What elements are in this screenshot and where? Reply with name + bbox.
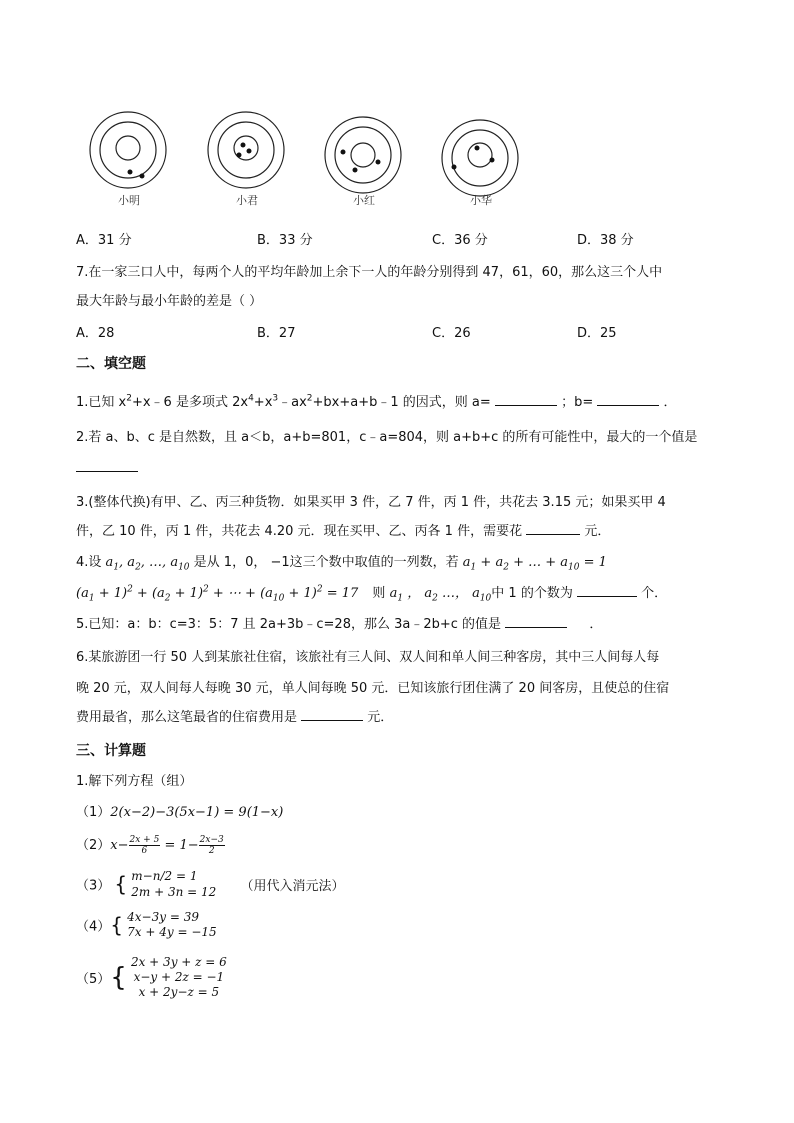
q7-option-a: A．28 <box>76 326 115 341</box>
equation-system <box>131 868 216 900</box>
targets-figure <box>0 100 794 320</box>
section-title: 二、填空题 <box>76 356 146 372</box>
system-row: x−y + 2z = −1 <box>133 970 225 984</box>
q1-text: ． <box>663 395 677 410</box>
system-row: x + 2y−z = 5 <box>138 985 220 999</box>
fill-q3-line1: 3.(整体代换)有甲、乙、丙三种货物．如果买甲 3 件，乙 7 件，丙 1 件，共花去 3.15 元；如果买甲 4 <box>76 495 666 510</box>
q1-text: +bx+a+b﹣1 的因式，则 a= <box>312 395 491 410</box>
system-row: 2m + 3n = 12 <box>131 885 217 899</box>
q6-option-a: A．31 分 <box>76 233 132 248</box>
answer-blank[interactable] <box>577 584 637 597</box>
left-brace: { <box>110 913 124 937</box>
system-row: m−n/2 = 1 <box>131 869 198 883</box>
answer-blank[interactable] <box>301 708 363 721</box>
numerator: 2x−3 <box>199 835 224 845</box>
q6-text: 元． <box>367 710 394 725</box>
q6-option-c: C．36 分 <box>432 233 488 248</box>
fill-q2-blank-row <box>76 459 138 476</box>
equation: 2(x−2)−3(5x−1) = 9(1−x) <box>110 805 284 820</box>
q3-text: 元． <box>584 524 611 539</box>
q6-text: 费用最省，那么这笔最省的住宿费用是 <box>76 710 298 725</box>
left-brace: { <box>110 962 127 993</box>
item-number: （3） <box>76 878 111 894</box>
exponent: 2 <box>306 393 313 404</box>
q1-text: +x﹣6 是多项式 2x <box>131 395 249 410</box>
q4-text: 是从 1，0， −1这三个数中取值的一列数，若 <box>193 555 463 570</box>
item-number: （2） <box>76 838 111 853</box>
left-brace: { <box>114 872 128 896</box>
target-xiaohua <box>442 120 518 207</box>
equation-part: = 1− <box>160 838 199 853</box>
q7-option-b: B．27 <box>257 326 296 341</box>
q4-square-sum-expr: $(a_1 + 1)^2 + (a_2 + 1)^2$ + ⋯ + $(a_{10} + 1)^2 = 17$ <box>76 584 359 604</box>
target-xiaoming <box>90 112 166 207</box>
target-xiaohong <box>325 117 401 207</box>
fill-q1 <box>76 391 677 410</box>
answer-blank[interactable] <box>76 459 138 472</box>
q6-option-b: B．33 分 <box>257 233 313 248</box>
q4-text: 个． <box>641 586 668 601</box>
calc-item-1 <box>76 801 283 820</box>
q5-text: 5.已知：a：b：c=3：5：7 且 2a+3b﹣c=28，那么 3a﹣2b+c 的值是 <box>76 617 502 632</box>
calc-item-2 <box>76 834 225 856</box>
exponent: 4 <box>248 393 254 404</box>
answer-blank[interactable] <box>526 522 580 535</box>
calc-q1-title: 1.解下列方程（组） <box>76 774 193 789</box>
fraction <box>199 835 225 856</box>
target-xiaojun <box>208 112 284 207</box>
fill-q4-line2 <box>76 582 667 604</box>
q4-sequence-expr: $a_1$, $a_2$, …, $a_{10}$ <box>105 555 190 573</box>
answer-blank[interactable] <box>597 393 659 406</box>
fill-q6-line1: 6.某旅游团一行 50 人到某旅社住宿，该旅社有三人间、双人间和单人间三种客房，其中三人间每人每 <box>76 650 660 665</box>
exponent: 2 <box>126 393 132 404</box>
calc-item-5 <box>76 955 227 1000</box>
q1-text: ﹣ax <box>278 395 307 410</box>
system-row: 7x + 4y = −15 <box>127 925 217 939</box>
item-number: （4） <box>76 919 111 935</box>
q1-text: +x <box>253 395 273 410</box>
calc-item-4 <box>76 910 217 940</box>
q4-text: 中 1 的个数为 <box>491 586 573 601</box>
system-row: 4x−3y = 39 <box>127 910 199 924</box>
fill-q2-line1: 2.若 a、b、c 是自然数，且 a＜b，a+b=801，c﹣a=804，则 a+b+c 的所有可能性中，最大的一个值是 <box>76 430 698 445</box>
q1-text: 1.已知 x <box>76 395 127 410</box>
fill-q6-line3 <box>76 706 393 725</box>
q1-text: ；b= <box>561 395 594 410</box>
equation-system <box>127 910 217 940</box>
answer-blank[interactable] <box>495 393 557 406</box>
q6-option-d: D．38 分 <box>577 233 634 248</box>
equation-part: x− <box>110 838 129 853</box>
q4-text: 4.设 <box>76 555 106 570</box>
fill-q6-line2: 晚 20 元，双人间每人每晚 30 元，单人间每晚 50 元．已知该旅行团住满了 20 间客房，且使总的住宿 <box>76 681 670 696</box>
q7-line2: 最大年龄与最小年龄的差是（ ） <box>76 294 263 309</box>
answer-blank[interactable] <box>505 615 567 628</box>
q4-list-expr: $a_1$ ， $a_2$ …， $a_{10}$ <box>389 586 492 604</box>
q7-option-d: D．25 <box>577 326 617 341</box>
exponent: 3 <box>272 393 279 404</box>
item-number: （1） <box>76 805 111 820</box>
q7-line1: 7.在一家三口人中，每两个人的平均年龄加上余下一人的年龄分别得到 47，61，60，那么这三个人中 <box>76 265 663 280</box>
target-label: 小红 <box>353 194 375 207</box>
q4-sum-expr: $a_1 + a_2$ + … + $a_{10} = 1$ <box>462 555 607 573</box>
target-label: 小君 <box>236 194 258 207</box>
system-row: 2x + 3y + z = 6 <box>130 955 227 969</box>
section-title: 三、计算题 <box>76 743 146 759</box>
numerator: 2x + 5 <box>129 835 160 845</box>
calc-item-3 <box>76 868 344 900</box>
item-number: （5） <box>76 972 111 987</box>
fill-q4-line1 <box>76 551 607 573</box>
denominator: 6 <box>141 846 148 856</box>
target-label: 小明 <box>118 194 140 207</box>
target-label: 小华 <box>470 194 492 207</box>
q7-option-c: C．26 <box>432 326 471 341</box>
fraction <box>129 835 161 856</box>
equation-system <box>131 955 227 1000</box>
method-note: （用代入消元法） <box>240 878 345 894</box>
denominator: 2 <box>208 846 215 856</box>
q3-text: 件，乙 10 件，丙 1 件，共花去 4.20 元．现在买甲、乙、丙各 1 件，需要花 <box>76 524 523 539</box>
fill-q3-line2 <box>76 520 610 539</box>
q4-text: 则 <box>372 586 390 601</box>
fill-q5 <box>76 613 602 632</box>
q5-text: ． <box>589 617 603 632</box>
